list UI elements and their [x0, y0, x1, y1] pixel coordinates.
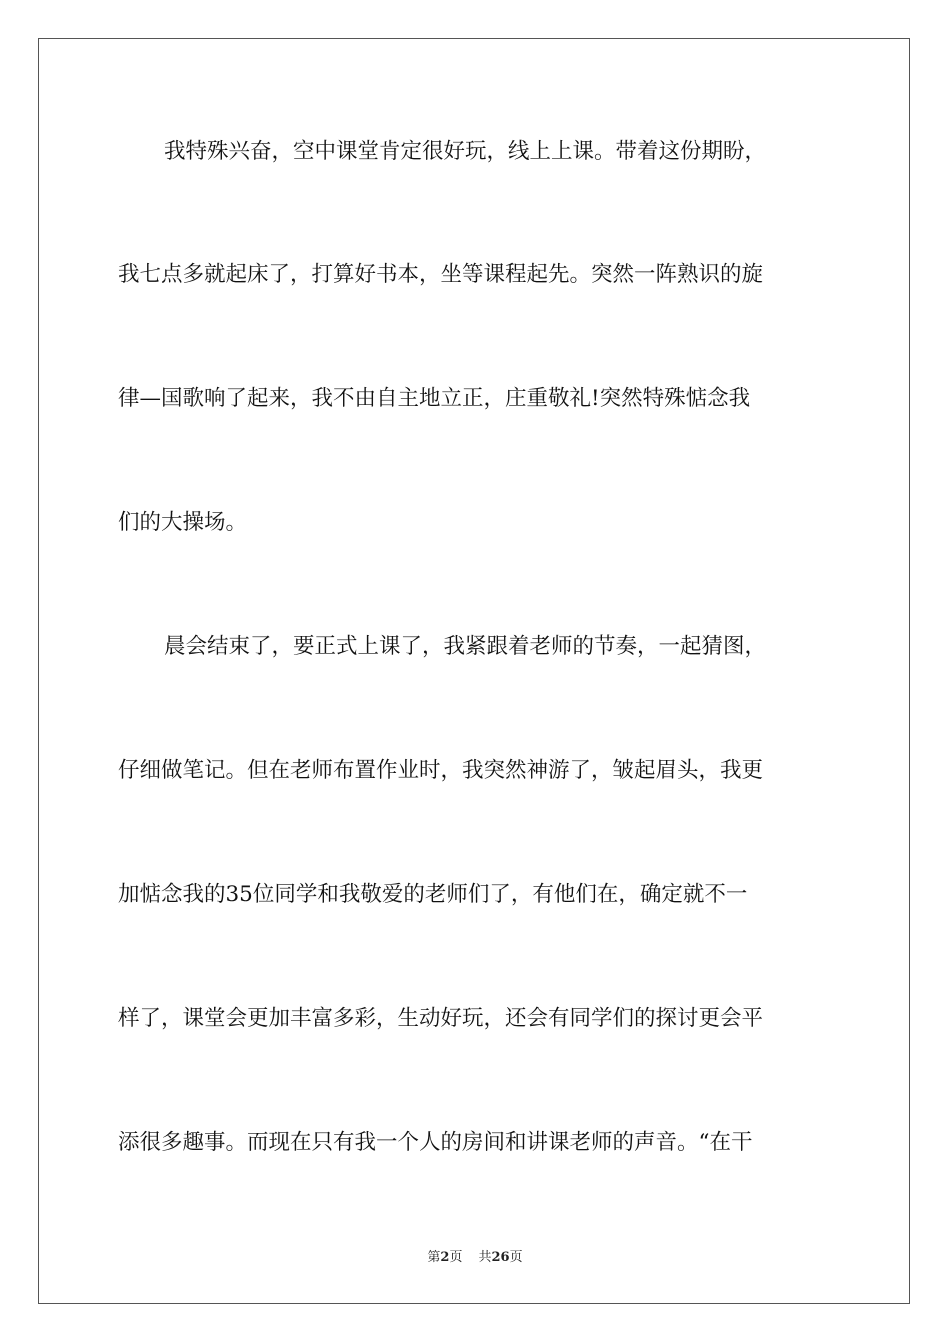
- paragraph-1-line-2: 我七点多就起床了，打算好书本，坐等课程起先。突然一阵熟识的旋: [118, 262, 764, 287]
- paragraph-2-line-1: 晨会结束了，要正式上课了，我紧跟着老师的节奏，一起猜图，: [164, 634, 767, 659]
- page-suffix: 页: [449, 1250, 463, 1265]
- paragraph-1-line-3: 律—国歌响了起来，我不由自主地立正，庄重敬礼!突然特殊惦念我: [118, 386, 751, 411]
- paragraph-2-line-3: 加惦念我的35位同学和我敬爱的老师们了，有他们在，确定就不一: [118, 882, 748, 907]
- page-border: [38, 38, 910, 1304]
- page-number: 2: [440, 1250, 450, 1265]
- page-prefix: 第: [427, 1250, 441, 1265]
- paragraph-2-line-4: 样了，课堂会更加丰富多彩，生动好玩，还会有同学们的探讨更会平: [118, 1006, 764, 1031]
- paragraph-1-line-4: 们的大操场。: [118, 510, 248, 535]
- paragraph-1-line-1: 我特殊兴奋，空中课堂肯定很好玩，线上上课。带着这份期盼，: [164, 139, 767, 164]
- page-footer: [0, 1246, 950, 1265]
- paragraph-2-line-2: 仔细做笔记。但在老师布置作业时，我突然神游了，皱起眉头，我更: [118, 758, 764, 783]
- total-pages: 26: [491, 1250, 510, 1265]
- total-suffix: 页: [509, 1250, 523, 1265]
- total-prefix: 共: [478, 1250, 492, 1265]
- paragraph-2-line-5: 添很多趣事。而现在只有我一个人的房间和讲课老师的声音。“在干: [118, 1130, 753, 1155]
